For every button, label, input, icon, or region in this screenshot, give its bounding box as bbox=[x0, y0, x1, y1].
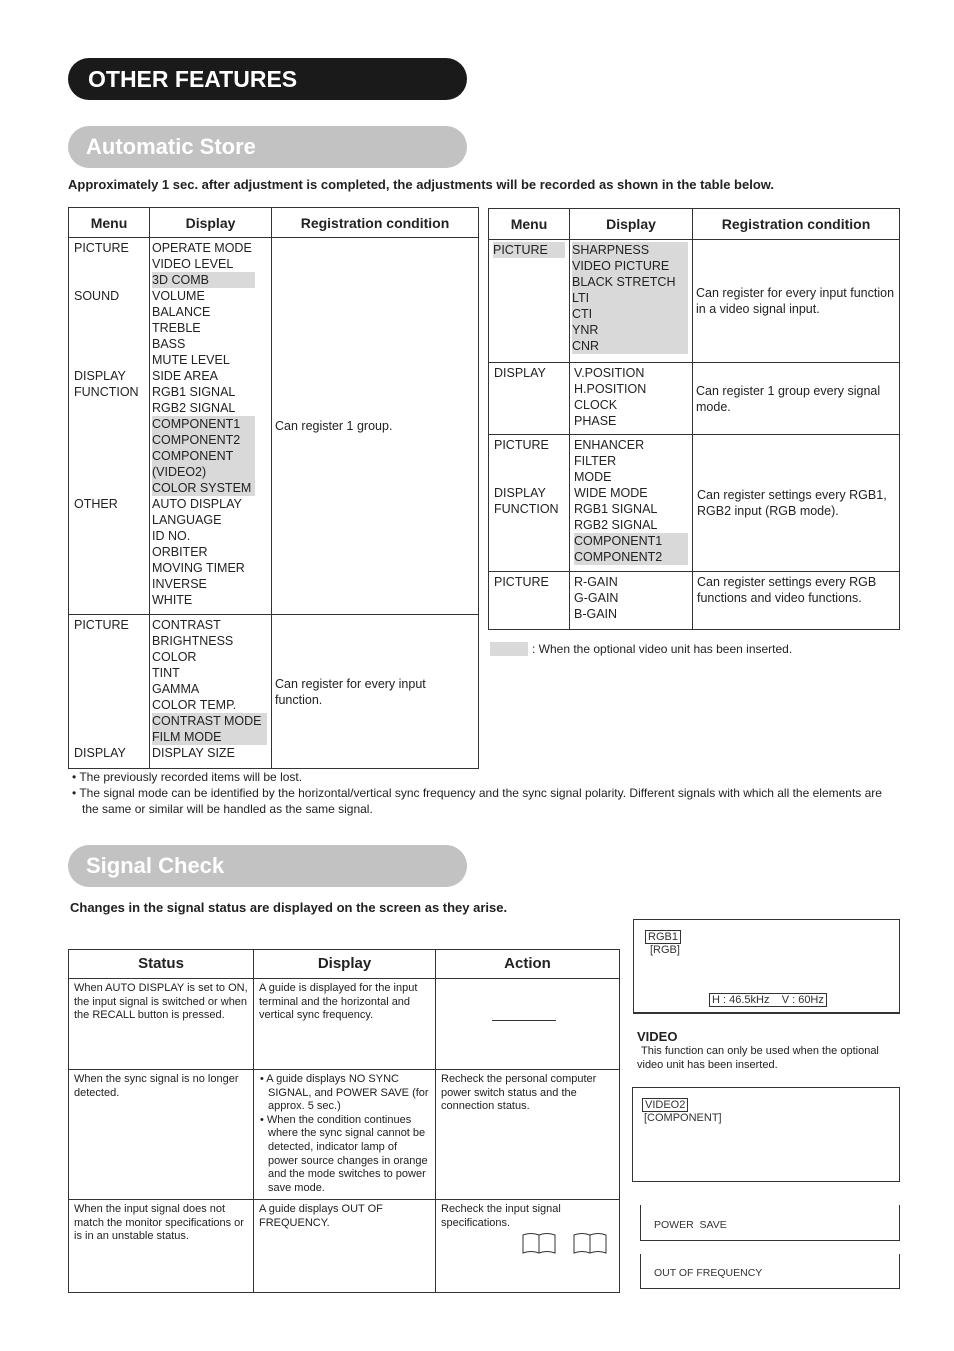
legend-text: : When the optional video unit has been inserted. bbox=[532, 642, 793, 656]
menu-line: PICTURE bbox=[494, 438, 549, 452]
display-line: BLACK STRETCH bbox=[572, 274, 688, 290]
menu-line bbox=[74, 697, 149, 713]
menu-line bbox=[74, 480, 149, 496]
display-line: SHARPNESS bbox=[572, 242, 688, 258]
display-line: LTI bbox=[572, 290, 688, 306]
action-text: Recheck the input signal specifications. bbox=[441, 1203, 561, 1229]
menu-cell bbox=[489, 572, 570, 630]
menu-line bbox=[74, 633, 149, 649]
display-line: MOVING TIMER bbox=[152, 561, 245, 575]
menu-line: FUNCTION bbox=[74, 385, 139, 399]
display-line: G-GAIN bbox=[574, 591, 619, 605]
display-line: LANGUAGE bbox=[152, 513, 222, 527]
display-line: FILM MODE bbox=[152, 729, 267, 745]
menu-line bbox=[74, 681, 149, 697]
rgb-screen-example bbox=[633, 919, 900, 1014]
auto-store-table-left bbox=[68, 207, 479, 769]
out-of-frequency-text: OUT OF FREQUENCY bbox=[654, 1267, 763, 1279]
condition-cell: Can register 1 group. bbox=[272, 238, 479, 615]
menu-line bbox=[74, 665, 149, 681]
input-tag: VIDEO2 bbox=[642, 1098, 688, 1112]
menu-line bbox=[74, 649, 149, 665]
display-line: CONTRAST bbox=[152, 618, 221, 632]
col-menu: Menu bbox=[69, 208, 150, 238]
action-cell bbox=[436, 979, 620, 1070]
display-line: MODE bbox=[574, 470, 612, 484]
menu-cell bbox=[489, 240, 570, 363]
display-line: TINT bbox=[152, 666, 180, 680]
out-of-frequency-box bbox=[640, 1254, 900, 1289]
display-line: COMPONENT2 bbox=[152, 432, 255, 448]
display-line: GAMMA bbox=[152, 682, 200, 696]
display-line: COMPONENT2 bbox=[574, 549, 688, 565]
menu-line bbox=[74, 336, 149, 352]
display-line: COLOR SYSTEM bbox=[152, 480, 255, 496]
display-line: BRIGHTNESS bbox=[152, 634, 234, 648]
display-line: COLOR bbox=[152, 650, 197, 664]
signal-check-intro: Changes in the signal status are displayed on the screen as they arise. bbox=[70, 900, 508, 915]
display-line: CNR bbox=[572, 338, 688, 354]
display-cell bbox=[570, 572, 693, 630]
display-line: DISPLAY SIZE bbox=[152, 746, 235, 760]
col-display: Display bbox=[254, 950, 436, 979]
col-registration: Registration condition bbox=[272, 208, 479, 238]
col-menu: Menu bbox=[489, 209, 570, 240]
display-line: ENHANCER bbox=[574, 438, 645, 452]
col-action: Action bbox=[436, 950, 620, 979]
menu-line bbox=[74, 256, 149, 272]
display-line: (VIDEO2) bbox=[152, 464, 255, 480]
condition-cell: Can register for every input function in a video signal input. bbox=[693, 240, 900, 363]
display-line: FILTER bbox=[574, 454, 617, 468]
display-line: R-GAIN bbox=[574, 575, 618, 589]
display-item: • A guide displays NO SYNC SIGNAL, and POWER SAVE (for approx. 5 sec.) bbox=[260, 1073, 429, 1113]
menu-line bbox=[74, 272, 149, 288]
col-status: Status bbox=[69, 950, 254, 979]
menu-line: SOUND bbox=[74, 289, 120, 303]
automatic-store-intro: Approximately 1 sec. after adjustment is completed, the adjustments will be recorded as shown in the table below. bbox=[68, 177, 775, 192]
menu-line: DISPLAY bbox=[494, 486, 546, 500]
display-line: RGB1 SIGNAL bbox=[574, 502, 658, 516]
menu-line bbox=[494, 453, 569, 469]
menu-cell bbox=[489, 435, 570, 572]
display-line: 3D COMB bbox=[152, 272, 255, 288]
display-line: COMPONENT1 bbox=[152, 416, 255, 432]
display-line: ORBITER bbox=[152, 545, 208, 559]
page-title: OTHER FEATURES bbox=[68, 58, 467, 100]
display-line: PHASE bbox=[574, 414, 617, 428]
display-line: SIDE AREA bbox=[152, 369, 218, 383]
col-display: Display bbox=[570, 209, 693, 240]
frequency-readout: H : 46.5kHz V : 60Hz bbox=[709, 993, 827, 1007]
book-icon bbox=[522, 1232, 556, 1254]
video-description: This function can only be used when the optional video unit has been inserted. bbox=[637, 1045, 879, 1071]
display-line: ID NO. bbox=[152, 529, 191, 543]
menu-line: PICTURE bbox=[494, 575, 549, 589]
display-line: RGB2 SIGNAL bbox=[152, 401, 236, 415]
menu-line bbox=[74, 464, 149, 480]
signal-type: [COMPONENT] bbox=[644, 1112, 722, 1124]
display-line: BASS bbox=[152, 337, 186, 351]
display-line: WHITE bbox=[152, 593, 193, 607]
display-item: • When the condition continues where the sync signal cannot be detected, indicator lamp of power source changes in orange and the mode switches to power save mode. bbox=[260, 1113, 428, 1194]
display-line: AUTO DISPLAY bbox=[152, 497, 242, 511]
menu-line: PICTURE bbox=[74, 618, 129, 632]
action-cell: Recheck the personal computer power switch status and the connection status. bbox=[436, 1070, 620, 1200]
display-line: VIDEO LEVEL bbox=[152, 257, 234, 271]
menu-line bbox=[74, 352, 149, 368]
video-label: VIDEO bbox=[637, 1029, 678, 1044]
display-cell: A guide displays OUT OF FREQUENCY. bbox=[254, 1200, 436, 1293]
menu-line: PICTURE bbox=[493, 242, 565, 258]
display-line: MUTE LEVEL bbox=[152, 353, 230, 367]
input-tag: RGB1 bbox=[645, 930, 681, 944]
condition-cell: Can register settings every RGB1, RGB2 input (RGB mode). bbox=[693, 435, 900, 572]
col-display: Display bbox=[150, 208, 272, 238]
action-cell bbox=[436, 1200, 620, 1293]
menu-line bbox=[74, 432, 149, 448]
display-cell: A guide is displayed for the input terminal and the horizontal and vertical sync frequency. bbox=[254, 979, 436, 1070]
auto-store-table-right bbox=[488, 208, 900, 630]
display-line: RGB2 SIGNAL bbox=[574, 518, 658, 532]
condition-cell: Can register for every input function. bbox=[272, 615, 479, 769]
menu-line: DISPLAY bbox=[494, 366, 546, 380]
menu-line: DISPLAY bbox=[74, 369, 126, 383]
menu-line bbox=[74, 448, 149, 464]
display-cell bbox=[570, 435, 693, 572]
menu-cell bbox=[489, 363, 570, 435]
display-line: B-GAIN bbox=[574, 607, 618, 621]
menu-line: DISPLAY bbox=[74, 746, 126, 760]
menu-cell bbox=[69, 615, 150, 769]
display-cell bbox=[570, 363, 693, 435]
signal-check-heading: Signal Check bbox=[68, 845, 467, 887]
display-line: V.POSITION bbox=[574, 366, 645, 380]
menu-line bbox=[74, 713, 149, 729]
display-line: INVERSE bbox=[152, 577, 207, 591]
signal-type: [RGB] bbox=[650, 944, 680, 956]
book-icon bbox=[573, 1232, 607, 1254]
note-item: • The previously recorded items will be lost. bbox=[72, 770, 303, 784]
status-cell: When AUTO DISPLAY is set to ON, the input signal is switched or when the RECALL button is pressed. bbox=[69, 979, 254, 1070]
display-cell bbox=[150, 238, 272, 615]
automatic-store-heading: Automatic Store bbox=[68, 126, 467, 168]
display-line: TREBLE bbox=[152, 321, 201, 335]
condition-cell: Can register settings every RGB functions and video functions. bbox=[693, 572, 900, 630]
display-line: VOLUME bbox=[152, 289, 205, 303]
menu-line bbox=[74, 400, 149, 416]
menu-line bbox=[74, 304, 149, 320]
display-line: RGB1 SIGNAL bbox=[152, 385, 236, 399]
note-item: • The signal mode can be identified by the horizontal/vertical sync frequency and the sync signal polarity. Different signals with which all the elements are the same or similar will be handled as the same signal. bbox=[72, 786, 882, 816]
power-save-text: POWER SAVE bbox=[654, 1219, 727, 1231]
display-line: COLOR TEMP. bbox=[152, 698, 237, 712]
notes bbox=[70, 769, 890, 817]
display-line: COMPONENT bbox=[152, 448, 255, 464]
display-line: BALANCE bbox=[152, 305, 211, 319]
menu-cell bbox=[69, 238, 150, 615]
menu-line bbox=[74, 320, 149, 336]
menu-line bbox=[494, 469, 569, 485]
display-line: OPERATE MODE bbox=[152, 241, 252, 255]
signal-check-table bbox=[68, 949, 620, 1293]
col-registration: Registration condition bbox=[693, 209, 900, 240]
display-line: COMPONENT1 bbox=[574, 533, 688, 549]
video-screen-example bbox=[632, 1087, 900, 1182]
display-cell bbox=[570, 240, 693, 363]
display-line: WIDE MODE bbox=[574, 486, 648, 500]
condition-cell: Can register 1 group every signal mode. bbox=[693, 363, 900, 435]
display-cell bbox=[254, 1070, 436, 1200]
menu-line: PICTURE bbox=[74, 241, 129, 255]
display-line: CTI bbox=[572, 306, 688, 322]
display-line: CONTRAST MODE bbox=[152, 713, 267, 729]
status-cell: When the input signal does not match the monitor specifications or is in an unstable status. bbox=[69, 1200, 254, 1293]
status-cell: When the sync signal is no longer detected. bbox=[69, 1070, 254, 1200]
divider-line bbox=[492, 1020, 556, 1021]
display-line: YNR bbox=[572, 322, 688, 338]
display-line: VIDEO PICTURE bbox=[572, 258, 688, 274]
menu-line: FUNCTION bbox=[494, 502, 559, 516]
power-save-box bbox=[640, 1205, 900, 1241]
menu-line bbox=[74, 416, 149, 432]
display-cell bbox=[150, 615, 272, 769]
display-line: CLOCK bbox=[574, 398, 618, 412]
display-line: H.POSITION bbox=[574, 382, 647, 396]
menu-line: OTHER bbox=[74, 497, 118, 511]
menu-line bbox=[74, 729, 149, 745]
legend-swatch bbox=[490, 642, 528, 656]
